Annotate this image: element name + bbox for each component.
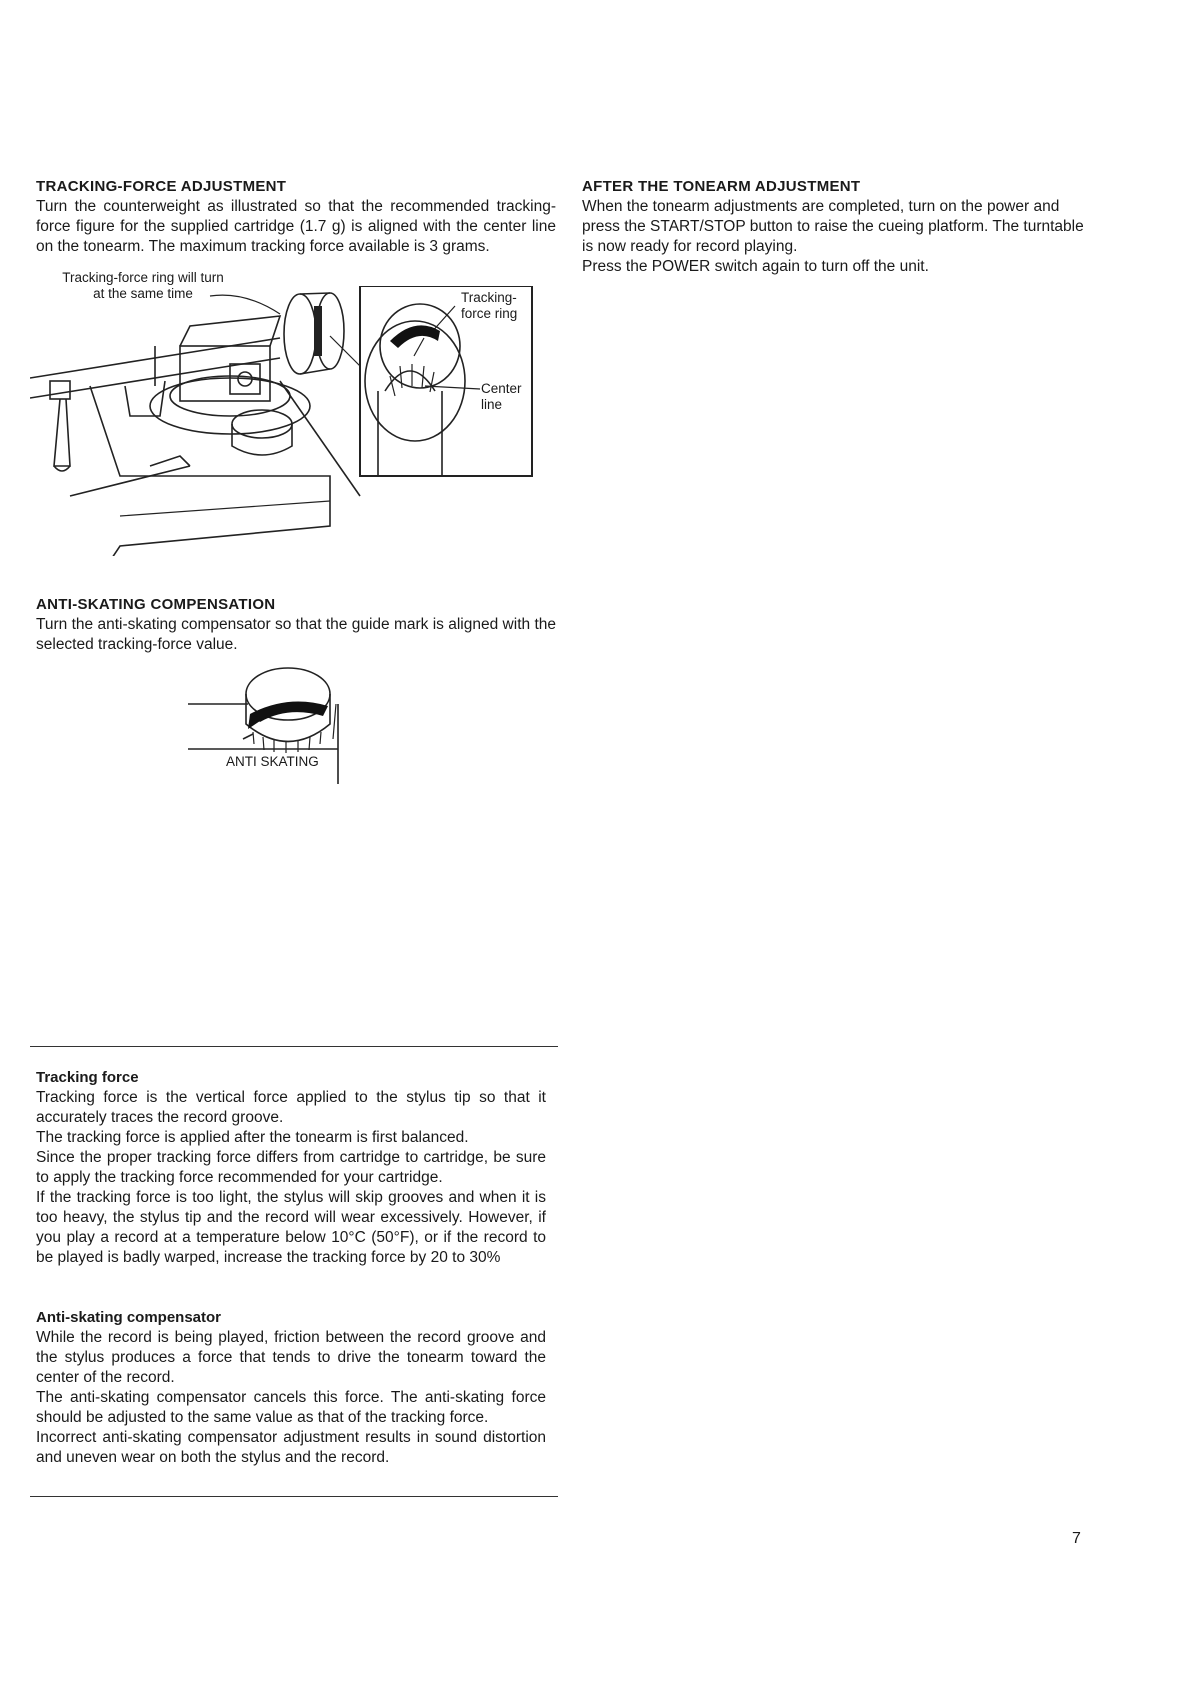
label-center-line	[481, 381, 522, 413]
anti-skating-label: ANTI SKATING	[226, 754, 319, 769]
note-tracking-force-p4: If the tracking force is too light, the stylus will skip grooves and when it is too heavy, the stylus tip and the record will wear excessively. However, if you play a record at a temperature below 10°C (50°F), or if the record to be played is badly warped, increase the tracking force by 20 to 30%	[36, 1189, 546, 1266]
label-ring-line2: force ring	[461, 306, 518, 321]
label-ring-line1: Tracking-	[461, 290, 517, 305]
note-tracking-force-heading: Tracking force	[36, 1069, 139, 1086]
note-tracking-force-p3: Since the proper tracking force differs from cartridge to cartridge, be sure to apply the tracking force recommended for your cartridge.	[36, 1149, 546, 1186]
note-anti-skating-p1: While the record is being played, friction between the record groove and the stylus produces a force that tends to drive the tonearm toward the center of the record.	[36, 1329, 546, 1386]
after-tonearm-section	[582, 177, 1092, 277]
after-tonearm-body1: When the tonearm adjustments are completed, turn on the power and press the START/STOP button to raise the cueing platform. The turntable is now ready for record playing.	[582, 198, 1084, 255]
note-anti-skating-heading: Anti-skating compensator	[36, 1309, 222, 1326]
after-tonearm-heading: AFTER THE TONEARM ADJUSTMENT	[582, 178, 861, 195]
note-tracking-force-p2: The tracking force is applied after the tonearm is first balanced.	[36, 1129, 469, 1146]
after-tonearm-body2: Press the POWER switch again to turn off the unit.	[582, 258, 929, 275]
figure1-caption-line2: at the same time	[93, 286, 193, 301]
figure1-caption-line1: Tracking-force ring will turn	[62, 270, 224, 285]
note-anti-skating	[36, 1308, 546, 1468]
label-center-line2: line	[481, 397, 503, 412]
note-tracking-force	[36, 1068, 546, 1268]
label-tracking-force-ring	[461, 290, 517, 322]
anti-skating-figure	[188, 664, 358, 789]
tracking-force-heading: TRACKING-FORCE ADJUSTMENT	[36, 178, 287, 195]
tonearm-figure	[30, 270, 550, 561]
anti-skating-heading: ANTI-SKATING COMPENSATION	[36, 596, 276, 613]
notes-top-rule	[30, 1046, 558, 1047]
tracking-force-section	[36, 177, 556, 257]
note-anti-skating-p2: The anti-skating compensator cancels this force. The anti-skating force should be adjusted to the same value as that of the tracking force.	[36, 1389, 546, 1426]
notes-bottom-rule	[30, 1496, 558, 1497]
tonearm-illustration	[30, 286, 550, 556]
note-tracking-force-p1: Tracking force is the vertical force applied to the stylus tip so that it accurately traces the record groove.	[36, 1089, 546, 1126]
anti-skating-section	[36, 595, 556, 655]
page-number: 7	[1072, 1530, 1081, 1547]
anti-skating-body: Turn the anti-skating compensator so that the guide mark is aligned with the selected tracking-force value.	[36, 616, 556, 653]
note-anti-skating-p3: Incorrect anti-skating compensator adjustment results in sound distortion and uneven wear on both the stylus and the record.	[36, 1429, 546, 1466]
tracking-force-body: Turn the counterweight as illustrated so that the recommended tracking-force figure for the supplied cartridge (1.7 g) is aligned with the center line on the tonearm. The maximum tracking force available is 3 grams.	[36, 198, 556, 255]
label-center-line1: Center	[481, 381, 522, 396]
figure1-caption	[38, 270, 248, 302]
